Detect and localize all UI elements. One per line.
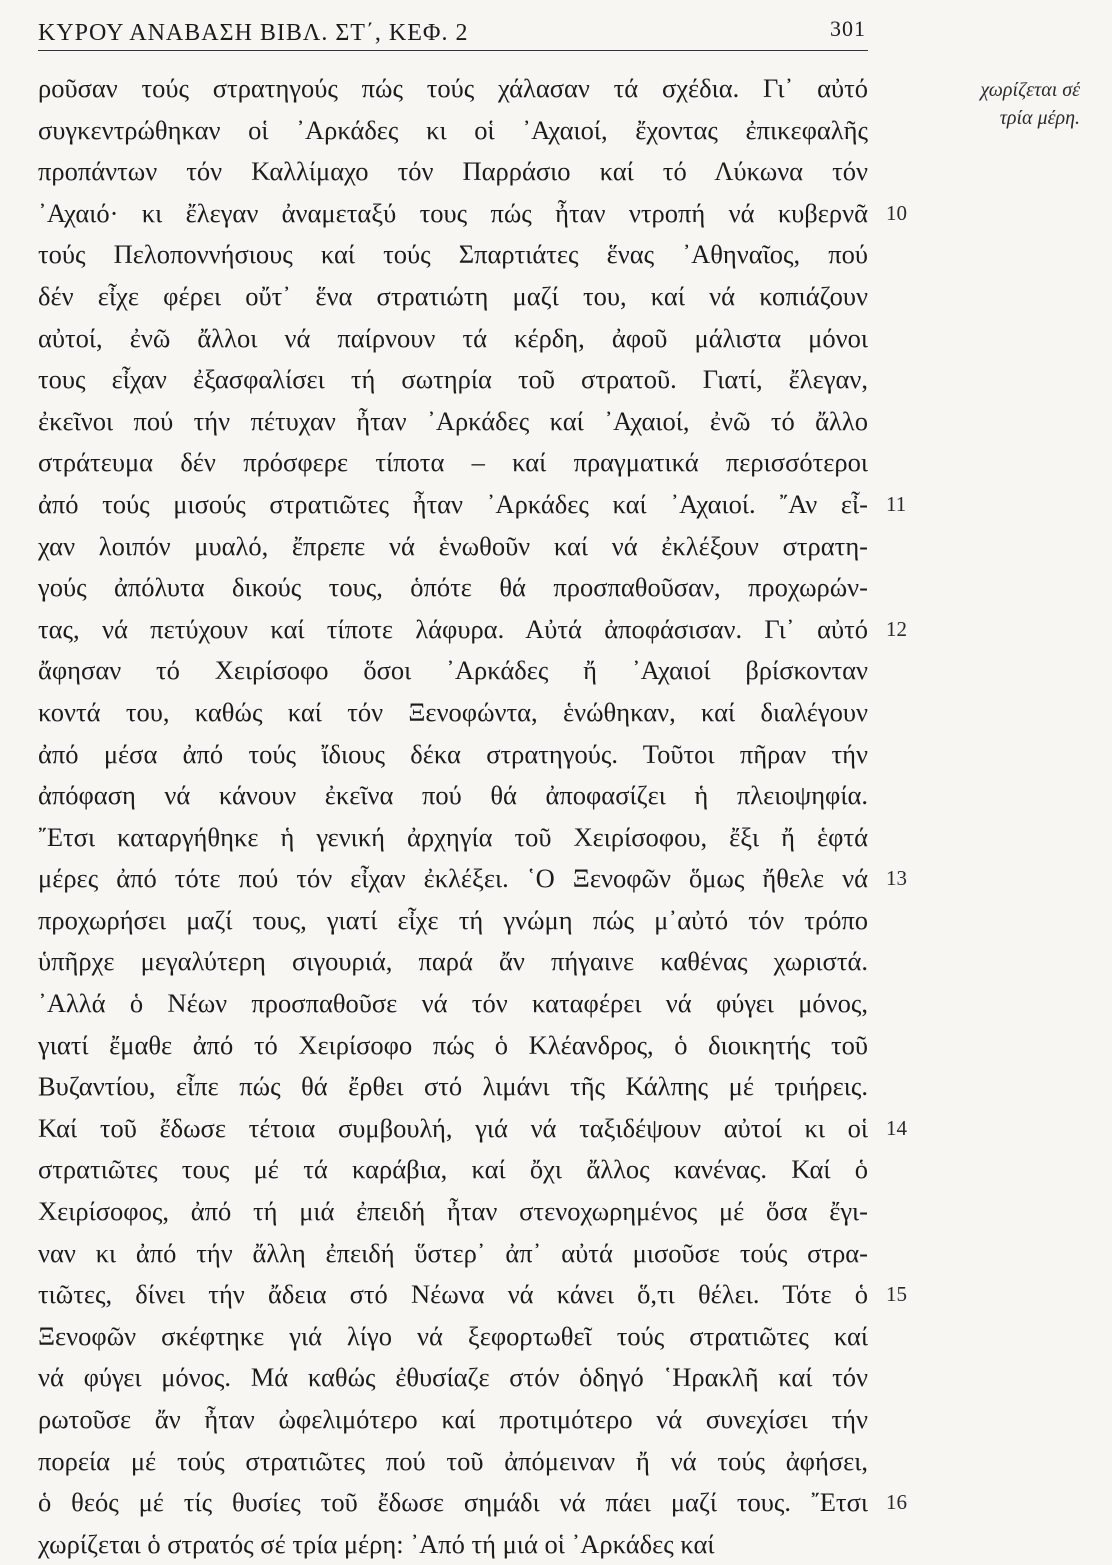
section-number: 13 <box>886 866 907 891</box>
text-line: στρατιῶτες τους μέ τά καράβια, καί ὄχι ἄλλος κανένας. Καί ὁ <box>38 1154 868 1185</box>
body-text <box>38 68 868 1565</box>
section-number: 14 <box>886 1116 907 1140</box>
section-number: 15 <box>886 1282 907 1307</box>
text-line: Καί τοῦ ἔδωσε τέτοια συμβουλή, γιά νά ταξιδέψουν αὐτοί κι οἱ <box>38 1112 868 1143</box>
text-line: πορεία μέ τούς στρατιῶτες πού τοῦ ἀπόμειναν ἤ νά τούς ἀφήσει, <box>38 1445 868 1476</box>
text-line: Βυζαντίου, εἶπε πώς θά ἔρθει στό λιμάνι τῆς Κάλπης μέ τριήρεις. <box>38 1071 868 1102</box>
text-line: μέρες ἀπό τότε πού τόν εἶχαν ἐκλέξει. ῾Ο Ξενοφῶν ὅμως ἤθελε νά <box>38 863 868 894</box>
text-line: τιῶτες, δίνει τήν ἄδεια στό Νέωνα νά κάνει ὅ,τι θέλει. Τότε ὁ <box>38 1279 868 1310</box>
text-line: ῎Ετσι καταργήθηκε ἡ γενική ἀρχηγία τοῦ Χειρίσοφου, ἔξι ἤ ἑφτά <box>38 821 868 852</box>
text-line: ὑπῆρχε μεγαλύτερη σιγουριά, παρά ἄν πήγαινε καθένας χωριστά. <box>38 946 868 977</box>
text-line: κοντά του, καθώς καί τόν Ξενοφώντα, ἑνώθηκαν, καί διαλέγουν <box>38 696 868 727</box>
text-line: προχωρήσει μαζί τους, γιατί εἶχε τή γνώμη πώς μ᾽αὐτό τόν τρόπο <box>38 904 868 935</box>
text-line: ναν κι ἀπό τήν ἄλλη ἐπειδή ὕστερ᾽ ἀπ᾽ αὐτά μισοῦσε τούς στρα- <box>38 1237 868 1268</box>
text-line: γιατί ἔμαθε ἀπό τό Χειρίσοφο πώς ὁ Κλέανδρος, ὁ διοικητής τοῦ <box>38 1029 868 1060</box>
page-number: 301 <box>830 16 866 41</box>
text-line: συγκεντρώθηκαν οἱ ᾽Αρκάδες κι οἱ ᾽Αχαιοί, ἔχοντας ἐπικεφαλῆς <box>38 114 868 145</box>
text-line: Ξενοφῶν σκέφτηκε γιά λίγο νά ξεφορτωθεῖ τούς στρατιῶτες καί <box>38 1320 868 1351</box>
section-number: 16 <box>886 1490 907 1515</box>
text-line: ὁ θεός μέ τίς θυσίες τοῦ ἔδωσε σημάδι νά πάει μαζί τους. ῎Ετσι <box>38 1487 868 1518</box>
text-line: χωρίζεται ὁ στρατός σέ τρία μέρη: ᾽Από τή μιά οἱ ᾽Αρκάδες καί <box>38 1528 715 1559</box>
section-number: 11 <box>886 492 907 516</box>
text-line: στράτευμα δέν πρόσφερε τίποτα – καί πραγματικά περισσότεροι <box>38 447 868 478</box>
text-line: δέν εἶχε φέρει οὔτ᾽ ἕνα στρατιώτη μαζί του, καί νά κοπιάζουν <box>38 280 868 311</box>
text-line: ᾽Αλλά ὁ Νέων προσπαθοῦσε νά τόν καταφέρει νά φύγει μόνος, <box>38 988 868 1019</box>
text-line: ἐκεῖνοι πού τήν πέτυχαν ἦταν ᾽Αρκάδες καί ᾽Αχαιοί, ἐνῶ τό ἄλλο <box>38 405 868 436</box>
running-title: ΚΥΡΟΥ ΑΝΑΒΑΣΗ ΒΙΒΛ. ΣΤ΄, ΚΕΦ. 2 <box>38 20 469 46</box>
section-number: 10 <box>886 200 907 225</box>
text-line: ροῦσαν τούς στρατηγούς πώς τούς χάλασαν τά σχέδια. Γι᾽ αὐτό <box>38 73 868 103</box>
margin-note-line: τρία μέρη. <box>999 107 1080 129</box>
text-line: νά φύγει μόνος. Μά καθώς ἐθυσίαζε στόν ὁδηγό ῾Ηρακλῆ καί τόν <box>38 1362 868 1393</box>
text-line: προπάντων τόν Καλλίμαχο τόν Παρράσιο καί τό Λύκωνα τόν <box>38 156 868 187</box>
running-head <box>38 14 868 51</box>
text-line: τας, νά πετύχουν καί τίποτε λάφυρα. Αὐτά ἀποφάσισαν. Γι᾽ αὐτό <box>38 613 868 644</box>
text-line: τους εἶχαν ἐξασφαλίσει τή σωτηρία τοῦ στρατοῦ. Γιατί, ἔλεγαν, <box>38 364 868 395</box>
text-line: ᾽Αχαιό· κι ἔλεγαν ἀναμεταξύ τους πώς ἦταν ντροπή νά κυβερνᾶ <box>38 197 868 228</box>
text-line: ἄφησαν τό Χειρίσοφο ὅσοι ᾽Αρκάδες ἤ ᾽Αχαιοί βρίσκονταν <box>38 655 868 686</box>
text-line: τούς Πελοποννήσιους καί τούς Σπαρτιάτες ἕνας ᾽Αθηναῖος, πού <box>38 239 868 270</box>
section-number: 12 <box>886 616 907 641</box>
text-line: ἀπό τούς μισούς στρατιῶτες ἦταν ᾽Αρκάδες καί ᾽Αχαιοί. ῎Αν εἶ- <box>38 488 868 519</box>
margin-note-line: χωρίζεται σέ <box>980 79 1080 101</box>
text-line: αὐτοί, ἐνῶ ἄλλοι νά παίρνουν τά κέρδη, ἀφοῦ μάλιστα μόνοι <box>38 322 868 353</box>
text-line: ρωτοῦσε ἄν ἦταν ὠφελιμότερο καί προτιμότερο νά συνεχίσει τήν <box>38 1404 868 1434</box>
text-line: Χειρίσοφος, ἀπό τή μιά ἐπειδή ἦταν στενοχωρημένος μέ ὅσα ἔγι- <box>38 1196 868 1227</box>
text-line: ἀπόφαση νά κάνουν ἐκεῖνα πού θά ἀποφασίζει ἡ πλειοψηφία. <box>38 780 868 811</box>
text-line: χαν λοιπόν μυαλό, ἔπρεπε νά ἑνωθοῦν καί νά ἐκλέξουν στρατη- <box>38 530 868 561</box>
text-line: ἀπό μέσα ἀπό τούς ἴδιους δέκα στρατηγούς. Τοῦτοι πῆραν τήν <box>38 738 868 769</box>
text-line: γούς ἀπόλυτα δικούς τους, ὁπότε θά προσπαθοῦσαν, προχωρών- <box>38 572 868 603</box>
margin-note <box>930 76 1080 132</box>
